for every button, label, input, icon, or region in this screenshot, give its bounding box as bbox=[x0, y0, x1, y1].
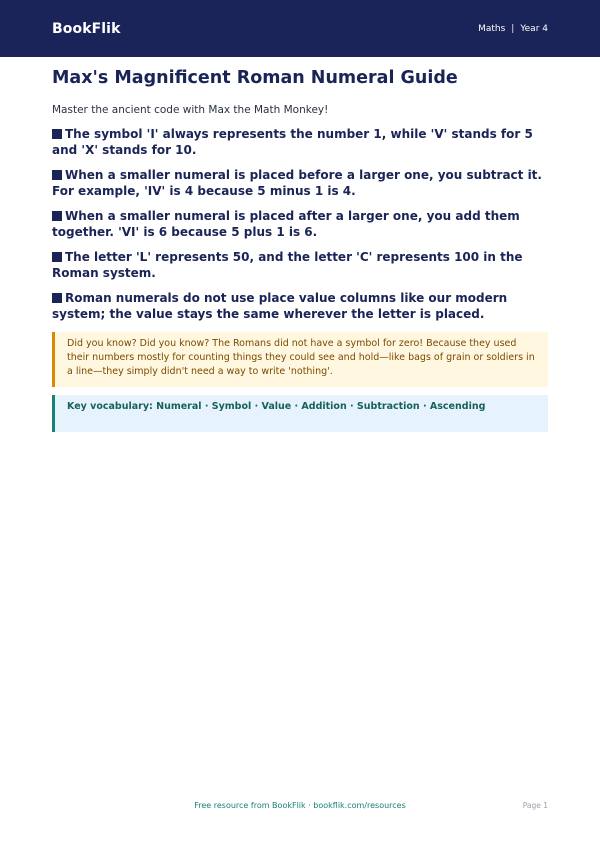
header-meta bbox=[478, 24, 548, 34]
fact-item bbox=[52, 126, 548, 158]
square-bullet-icon bbox=[52, 252, 62, 262]
fact-item bbox=[52, 290, 548, 322]
square-bullet-icon bbox=[52, 170, 62, 180]
key-vocabulary-box: Key vocabulary: Numeral · Symbol · Value · Addition · Subtraction · Ascending bbox=[52, 395, 548, 432]
page-footer bbox=[52, 801, 548, 810]
fact-text: Roman numerals do not use place value columns like our modern system; the value stays the same wherever the letter is placed. bbox=[52, 291, 508, 321]
subject-label: Maths bbox=[478, 23, 506, 34]
footer-credit-link[interactable]: Free resource from BookFlik · bookflik.com/resources bbox=[194, 801, 406, 810]
page-number: Page 1 bbox=[522, 801, 548, 810]
fact-item bbox=[52, 249, 548, 281]
square-bullet-icon bbox=[52, 129, 62, 139]
fact-text: When a smaller numeral is placed before a larger one, you subtract it. For example, 'IV' is 4 because 5 minus 1 is 4. bbox=[52, 168, 542, 198]
page-subtitle: Master the ancient code with Max the Math Monkey! bbox=[52, 104, 329, 116]
page-header bbox=[0, 0, 600, 57]
did-you-know-callout: Did you know? Did you know? The Romans did not have a symbol for zero! Because they used their numbers mostly for counting things they could see and hold—like bags of grain or soldiers in a line—they simply didn't need a way to write 'nothing'. bbox=[52, 332, 548, 387]
square-bullet-icon bbox=[52, 293, 62, 303]
page-title: Max's Magnificent Roman Numeral Guide bbox=[52, 68, 458, 88]
fact-text: When a smaller numeral is placed after a larger one, you add them together. 'VI' is 6 because 5 plus 1 is 6. bbox=[52, 209, 520, 239]
square-bullet-icon bbox=[52, 211, 62, 221]
fact-text: The symbol 'I' always represents the number 1, while 'V' stands for 5 and 'X' stands for 10. bbox=[52, 127, 533, 157]
main-content bbox=[0, 57, 600, 432]
meta-separator: | bbox=[511, 23, 515, 34]
brand-logo: BookFlik bbox=[52, 20, 121, 37]
fact-item bbox=[52, 167, 548, 199]
fact-item bbox=[52, 208, 548, 240]
fact-text: The letter 'L' represents 50, and the letter 'C' represents 100 in the Roman system. bbox=[52, 250, 523, 280]
fact-list bbox=[52, 126, 548, 322]
year-label: Year 4 bbox=[520, 23, 548, 34]
